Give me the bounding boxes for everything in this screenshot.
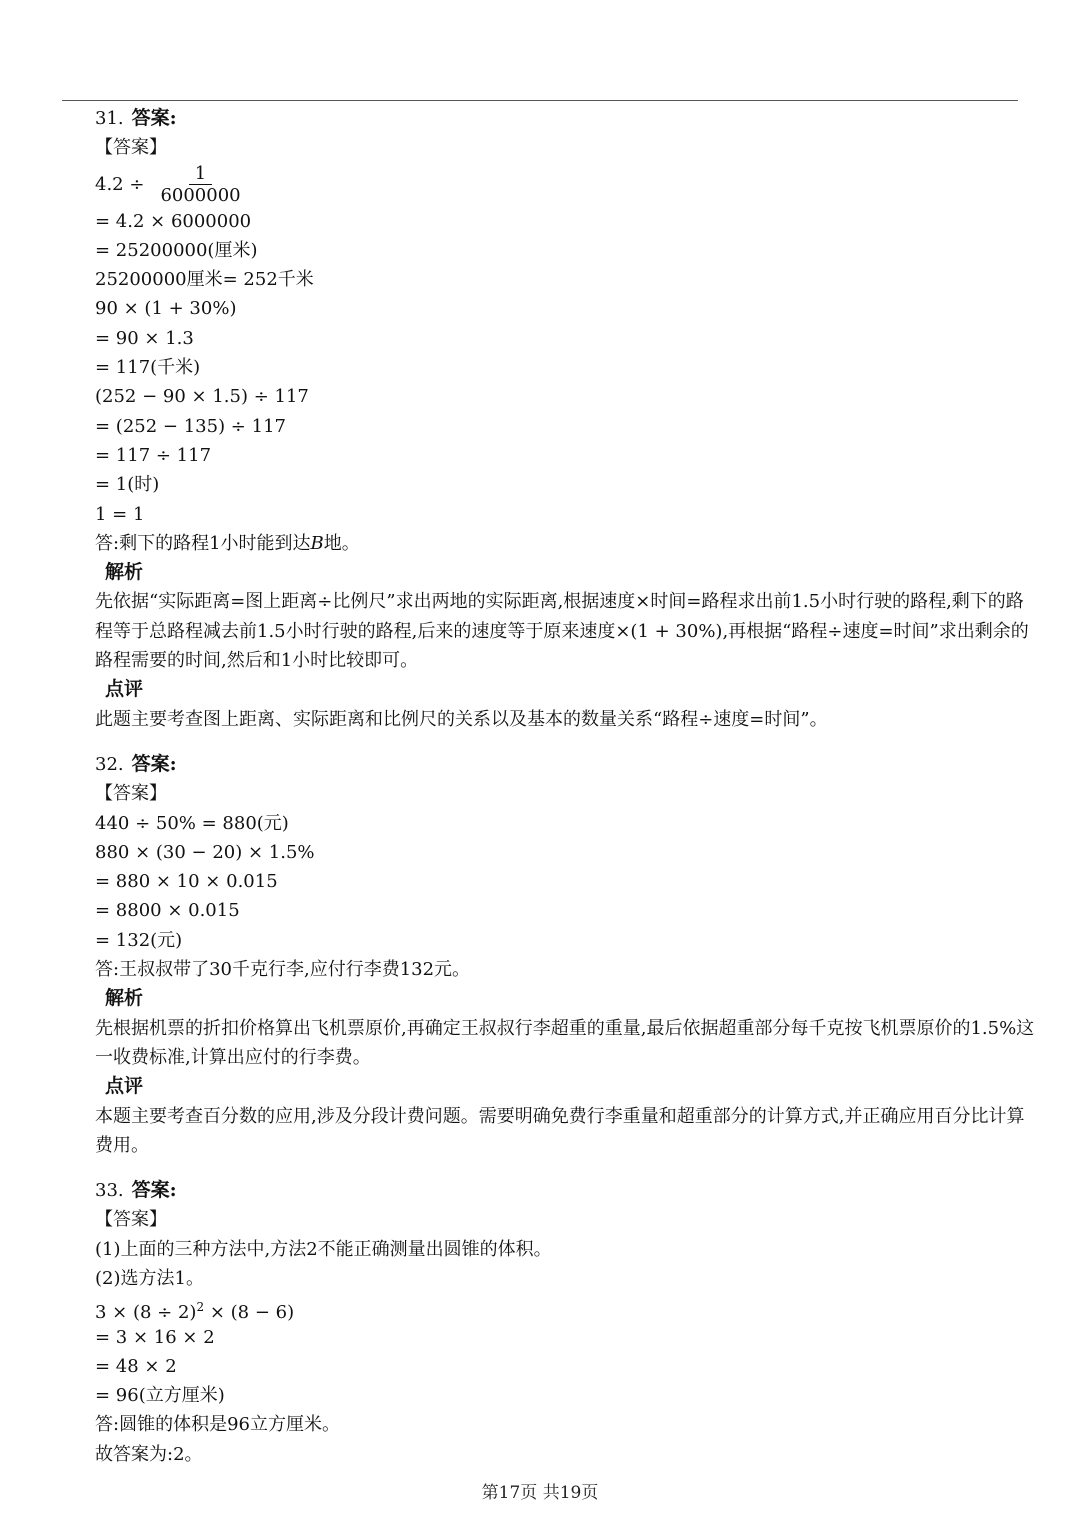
- page-footer: 第17页 共19页: [481, 1483, 599, 1503]
- q32-step-line: 440 ÷ 50% = 880(元): [95, 812, 289, 834]
- q32-answer-heading: 答案:: [131, 752, 177, 775]
- q32-answer-tag: 【答案】: [95, 783, 167, 805]
- q33-step-line: = 3 × 16 × 2: [95, 1326, 215, 1348]
- q31-step-line: = 4.2 × 6000000: [95, 210, 252, 232]
- q32-analysis-text: 先根据机票的折扣价格算出飞机票原价,再确定王叔叔行李超重的重量,最后依据超重部分每千克按飞机票原价的1.5%这一收费标准,计算出应付的行李费。: [95, 1017, 1035, 1068]
- q31-comment-text: 此题主要考查图上距离、实际距离和比例尺的关系以及基本的数量关系“路程÷速度=时间”。: [95, 708, 828, 730]
- q31-step-line: = (252 − 135) ÷ 117: [95, 415, 286, 437]
- q33-power-tail: × (8 − 6): [204, 1302, 295, 1324]
- q31-step-line: (252 − 90 × 1.5) ÷ 117: [95, 386, 309, 408]
- q31-analysis-text: 先依据“实际距离=图上距离÷比例尺”求出两地的实际距离,根据速度×时间=路程求出前1.5小时行驶的路程,剩下的路程等于总路程减去前1.5小时行驶的路程,后来的速度等于原来速度×(1 + 30%),再根据“路程÷速度=时间”求出剩余的路程需要的时间,然后和1小时比较即可。: [95, 591, 1029, 672]
- q33-answer-tag: 【答案】: [95, 1209, 167, 1231]
- q31-fraction-denominator: 6000000: [160, 184, 241, 206]
- q32-step-line: 880 × (30 − 20) × 1.5%: [95, 841, 315, 863]
- page-content: [95, 104, 1045, 1469]
- q33-answer-heading: 答案:: [131, 1179, 177, 1202]
- q31-analysis-heading: 解析: [105, 561, 144, 584]
- q31-number: 31.: [95, 108, 124, 129]
- q31-step-line: = 25200000(厘米): [95, 239, 258, 261]
- q31-comment-heading: 点评: [105, 678, 144, 701]
- q33-power-exponent: 2: [196, 1300, 205, 1315]
- q33-step-line: = 48 × 2: [95, 1355, 177, 1377]
- q31-step-line: 90 × (1 + 30%): [95, 298, 237, 320]
- header-rule: [62, 100, 1018, 101]
- q31-conclusion-variable: B: [310, 532, 324, 554]
- q31-fraction-numerator: 1: [189, 165, 212, 185]
- q32-step-line: = 8800 × 0.015: [95, 900, 240, 922]
- q33-power-base: 3 × (8 ÷ 2): [95, 1302, 197, 1324]
- q31-step-line: 25200000厘米= 252千米: [95, 269, 314, 291]
- q32-header: [95, 750, 1045, 779]
- q31-step-line: = 1(时): [95, 474, 160, 496]
- q33-part2: (2)选方法1。: [95, 1267, 204, 1289]
- q31-answer-tag: 【答案】: [95, 137, 167, 159]
- q32-comment-heading: 点评: [105, 1075, 144, 1098]
- q31-fraction-lead: 4.2 ÷: [95, 174, 145, 196]
- q33-step-line: = 96(立方厘米): [95, 1385, 225, 1407]
- q32-number: 32.: [95, 753, 124, 775]
- q31-step-line: 1 = 1: [95, 503, 145, 525]
- q31-answer-heading: 答案:: [131, 107, 177, 129]
- q31-fraction-line: [95, 163, 1045, 207]
- q31-conclusion: [95, 529, 1045, 558]
- q32-step-line: = 132(元): [95, 929, 183, 951]
- q31-step-line: = 117 ÷ 117: [95, 444, 212, 466]
- q33-part1: (1)上面的三种方法中,方法2不能正确测量出圆锥的体积。: [95, 1238, 552, 1260]
- q33-conclusion: 答:圆锥的体积是96立方厘米。: [95, 1414, 340, 1436]
- q33-header: [95, 1176, 1045, 1205]
- q31-conclusion-pre: 答:剩下的路程1小时能到达: [95, 532, 311, 554]
- q33-number: 33.: [95, 1180, 124, 1202]
- q32-comment-text: 本题主要考查百分数的应用,涉及分段计费问题。需要明确免费行李重量和超重部分的计算方式,并正确应用百分比计算费用。: [95, 1105, 1025, 1156]
- q31-step-line: = 117(千米): [95, 357, 201, 379]
- q31-header: [95, 104, 1045, 133]
- q31-fraction: [154, 162, 246, 206]
- q31-conclusion-post: 地。: [323, 532, 360, 554]
- q32-step-line: = 880 × 10 × 0.015: [95, 871, 278, 893]
- q32-conclusion: 答:王叔叔带了30千克行李,应付行李费132元。: [95, 959, 471, 981]
- q33-power-line: [95, 1293, 1045, 1322]
- q31-step-line: = 90 × 1.3: [95, 327, 194, 349]
- q33-final-answer: 故答案为:2。: [95, 1443, 203, 1465]
- q32-analysis-heading: 解析: [105, 987, 144, 1010]
